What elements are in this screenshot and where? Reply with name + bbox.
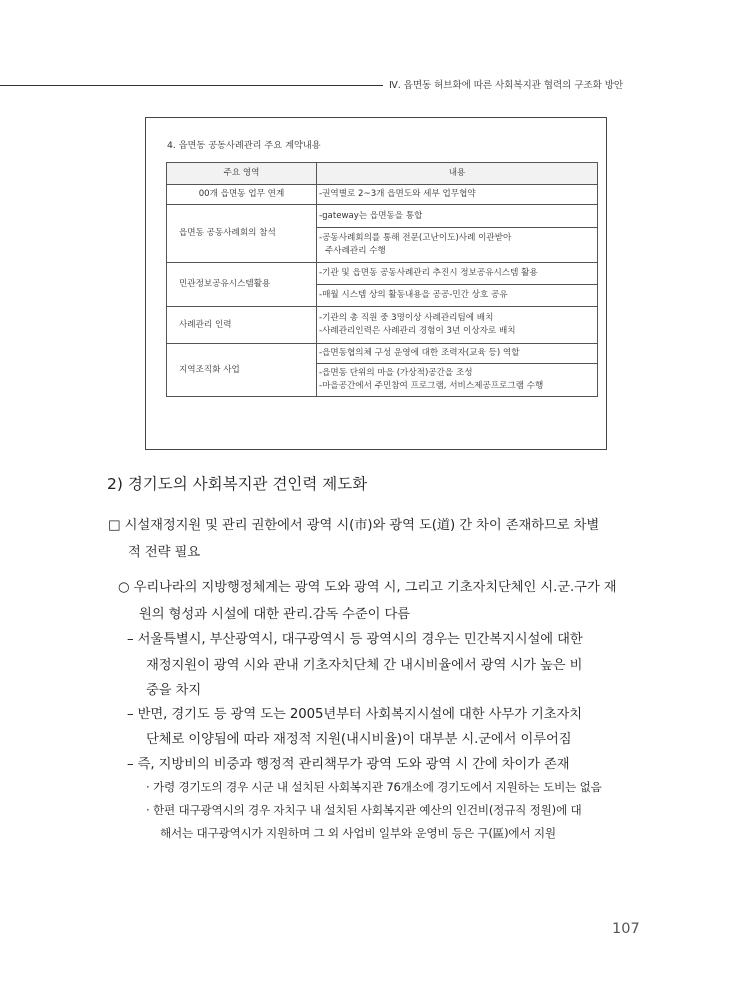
area-cell: 지역조직화 사업 (167, 344, 317, 397)
col-header-content: 내용 (317, 163, 598, 185)
section-heading: 2) 경기도의 사회복지관 견인력 제도화 (107, 475, 368, 493)
content-line: -공동사례회의를 통해 전문(고난이도)사례 이관받아 (319, 233, 512, 243)
content-cell (317, 228, 598, 263)
table-row (167, 263, 598, 285)
paragraph-line: 재정지원이 광역 시와 관내 기초자치단체 간 내시비율에서 광역 시가 높은 비 (146, 658, 583, 673)
area-cell: 민관정보공유시스템활용 (167, 263, 317, 307)
content-cell (317, 364, 598, 397)
paragraph-line: – 즉, 지방비의 비중과 행정적 관리책무가 광역 도와 광역 시 간에 차이가 존재 (127, 757, 570, 772)
content-line: -사례관리인력은 사례관리 경험이 3년 이상자로 배치 (319, 326, 516, 336)
content-cell: -읍면동협의체 구성 운영에 대한 조력자(교육 등) 역할 (317, 344, 598, 364)
col-header-area: 주요 영역 (167, 163, 317, 185)
paragraph-line: – 반면, 경기도 등 광역 도는 2005년부터 사회복지시설에 대한 사무가 기초자치 (127, 707, 582, 722)
paragraph-line: · 가령 경기도의 경우 시군 내 설치된 사회복지관 76개소에 경기도에서 지원하는 도비는 없음 (146, 780, 602, 794)
contract-table (166, 162, 598, 397)
content-cell: -매월 시스템 상의 활동내용을 공공-민간 상호 공유 (317, 285, 598, 307)
table-row (167, 344, 598, 364)
header-rule (0, 85, 383, 86)
area-cell: 00개 읍면동 업무 연계 (167, 185, 317, 205)
table-header-row (167, 163, 598, 185)
page-number: 107 (612, 921, 640, 937)
content-line: -마을공간에서 주민참여 프로그램, 서비스제공프로그램 수행 (319, 381, 544, 391)
content-line: 주사례관리 수행 (325, 246, 386, 256)
contract-box (145, 117, 607, 450)
paragraph-line: ○ 우리나라의 지방행정체계는 광역 도와 광역 시, 그리고 기초자치단체인 시.군.구가 재 (118, 580, 617, 595)
running-header: Ⅳ. 읍면동 허브화에 따른 사회복지관 협력의 구조화 방안 (389, 80, 624, 91)
box-title: 4. 읍면동 공동사례관리 주요 계약내용 (167, 140, 321, 151)
content-cell: -기관 및 읍면동 공동사례관리 추진시 정보공유시스템 활용 (317, 263, 598, 285)
content-cell: -권역별로 2~3개 읍면도와 세부 업무협약 (317, 185, 598, 205)
paragraph-line: 적 전략 필요 (128, 545, 200, 560)
area-cell: 사례관리 인력 (167, 307, 317, 344)
paragraph-line: 단체로 이양됨에 따라 재정적 지원(내시비율)이 대부분 시.군에서 이루어짐 (146, 732, 572, 747)
table-row (167, 205, 598, 228)
paragraph-line: 원의 형성과 시설에 대한 관리.감독 수준이 다름 (139, 607, 411, 622)
paragraph-line: 해서는 대구광역시가 지원하며 그 외 사업비 일부와 운영비 등은 구(區)에서 지원 (160, 826, 556, 840)
paragraph-line: · 한편 대구광역시의 경우 자치구 내 설치된 사회복지관 예산의 인건비(정규직 정원)에 대 (146, 803, 582, 817)
table-row (167, 185, 598, 205)
content-cell (317, 307, 598, 344)
paragraph-line: 중을 차지 (146, 683, 202, 698)
content-cell: -gateway는 읍면동을 통합 (317, 205, 598, 228)
paragraph-line: □ 시설재정지원 및 관리 권한에서 광역 시(市)와 광역 도(道) 간 차이 존재하므로 차별 (108, 518, 600, 533)
area-cell: 읍면동 공동사례회의 참석 (167, 205, 317, 263)
content-line: -읍면동 단위의 마을 (가상적)공간을 조성 (319, 368, 473, 378)
content-line: -기관의 총 직원 중 3명이상 사례관리팀에 배치 (319, 313, 494, 323)
table-row (167, 307, 598, 344)
paragraph-line: – 서울특별시, 부산광역시, 대구광역시 등 광역시의 경우는 민간복지시설에 대한 (127, 632, 583, 647)
